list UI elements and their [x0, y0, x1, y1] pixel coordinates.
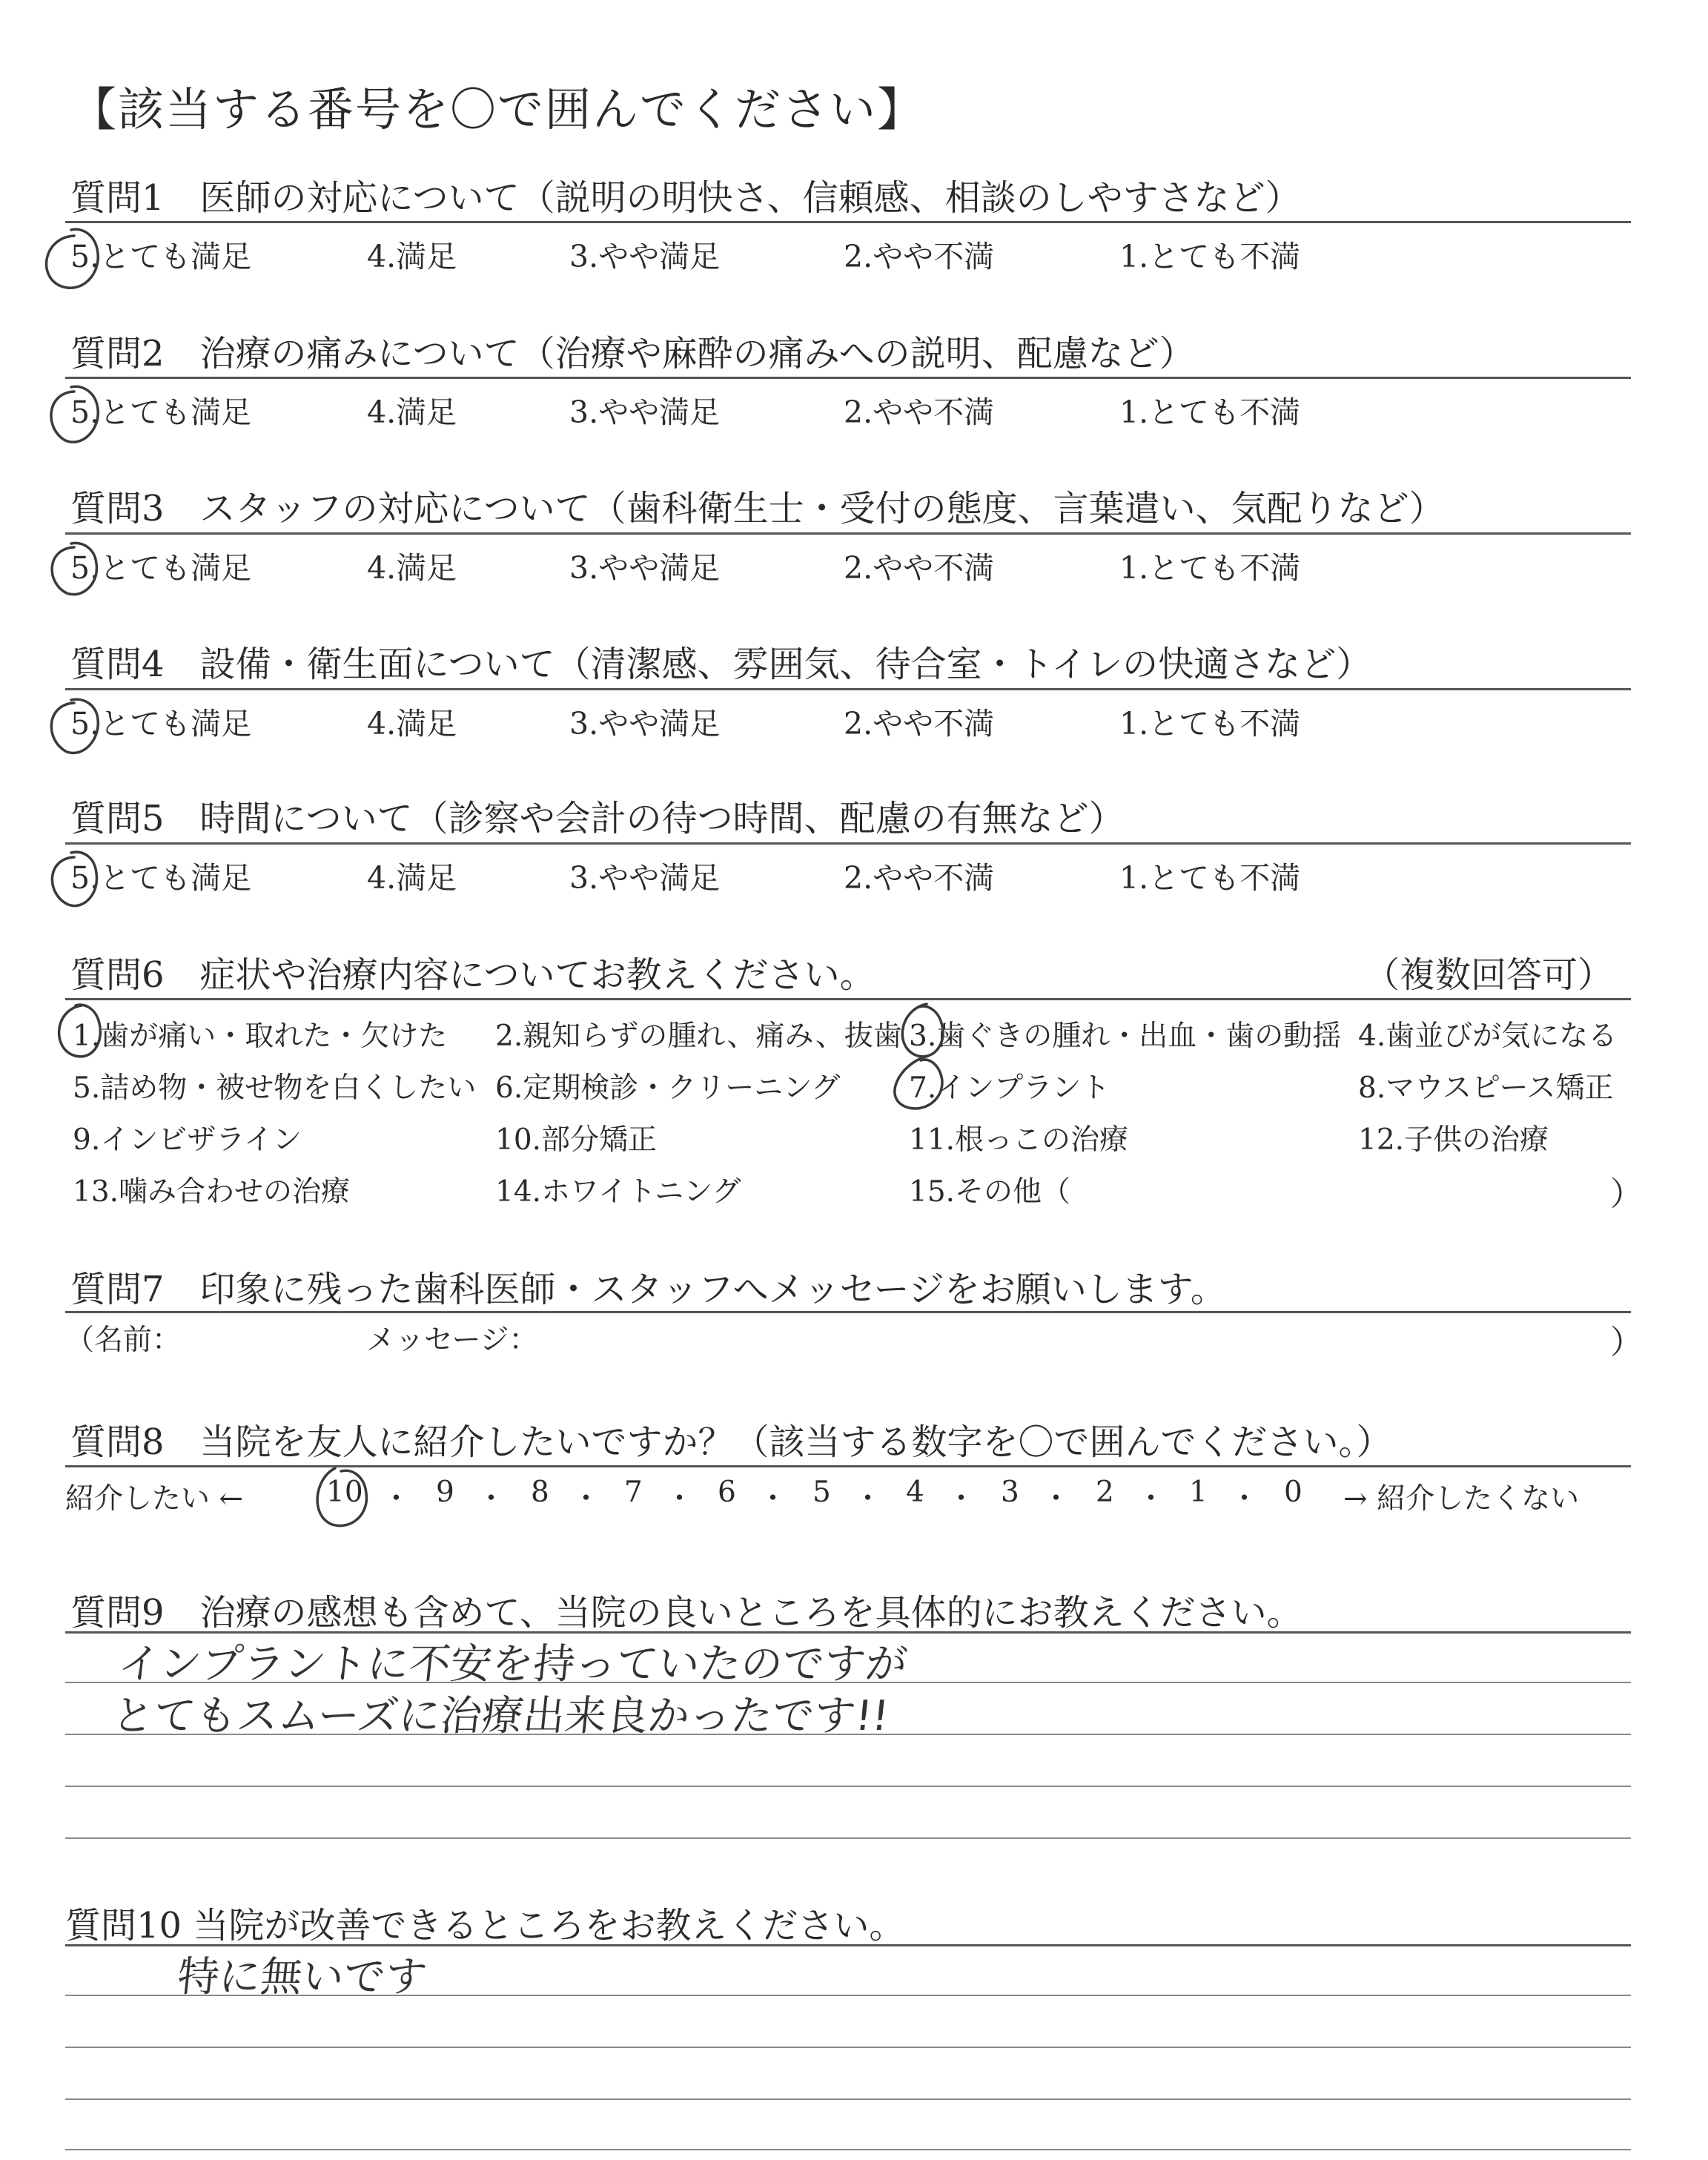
- q5-option-4[interactable]: 4.満足: [367, 860, 457, 896]
- q7-message-label: メッセージ：: [366, 1324, 538, 1357]
- q6-item-5[interactable]: 5.詰め物・被せ物を白くしたい: [73, 1071, 477, 1105]
- q8-sep: ・: [1136, 1482, 1166, 1516]
- q6-item-12[interactable]: 12.子供の治療: [1358, 1123, 1549, 1157]
- q4-title: 質問4 設備・衛生面について（清潔感、雰囲気、待合室・トイレの快適さなど）: [70, 644, 1372, 685]
- q1-rule: [65, 221, 1631, 223]
- q5-option-5[interactable]: 5.とても満足: [70, 860, 252, 896]
- q6-item-13[interactable]: 13.噛み合わせの治療: [73, 1175, 351, 1209]
- q8-sep: ・: [1230, 1482, 1260, 1516]
- q6-item-1[interactable]: 1.歯が痛い・取れた・欠けた: [73, 1020, 448, 1053]
- q1-option-3[interactable]: 3.やや満足: [569, 239, 721, 274]
- q8-sep: ・: [853, 1482, 883, 1516]
- q8-sep: ・: [758, 1482, 788, 1516]
- q8-left-label: 紹介したい ←: [65, 1482, 244, 1516]
- q5-option-3[interactable]: 3.やや満足: [569, 860, 721, 896]
- q6-other-close-paren: ）: [1610, 1175, 1643, 1213]
- q8-scale-10[interactable]: 10: [326, 1476, 363, 1509]
- q8-sep: ・: [947, 1482, 976, 1516]
- q1-option-2[interactable]: 2.やや不満: [844, 239, 995, 274]
- q8-right-label: → 紹介したくない: [1343, 1482, 1580, 1516]
- q3-option-4[interactable]: 4.満足: [367, 550, 457, 586]
- q6-item-3[interactable]: 3.歯ぐきの腫れ・出血・歯の動揺: [909, 1020, 1342, 1053]
- q9-answer-line: [65, 1837, 1631, 1839]
- q6-item-8[interactable]: 8.マウスピース矯正: [1358, 1071, 1614, 1105]
- q6-item-7[interactable]: 7.インプラント: [909, 1071, 1110, 1105]
- q4-option-4[interactable]: 4.満足: [367, 706, 457, 742]
- q8-sep: ・: [665, 1482, 695, 1516]
- q9-handwritten-answer-line-1: インプラントに不安を持っていたのですが: [116, 1640, 910, 1688]
- q5-title: 質問5 時間について（診察や会計の待つ時間、配慮の有無など）: [70, 798, 1125, 839]
- q7-close-paren: ）: [1610, 1324, 1643, 1361]
- q7-title: 質問7 印象に残った歯科医師・スタッフへメッセージをお願いします。: [70, 1269, 1226, 1310]
- q6-item-4[interactable]: 4.歯並びが気になる: [1358, 1020, 1618, 1053]
- q10-answer-line: [65, 2149, 1631, 2150]
- q8-scale-8[interactable]: 8: [531, 1476, 549, 1509]
- q8-title: 質問8 当院を友人に紹介したいですか？（該当する数字を〇で囲んでください。）: [70, 1421, 1392, 1463]
- q4-option-3[interactable]: 3.やや満足: [569, 706, 721, 742]
- q1-title: 質問1 医師の対応について（説明の明快さ、信頼感、相談のしやすさなど）: [70, 177, 1301, 219]
- q4-option-2[interactable]: 2.やや不満: [844, 706, 995, 742]
- q6-item-6[interactable]: 6.定期検診・クリーニング: [495, 1071, 841, 1105]
- q5-option-1[interactable]: 1.とても不満: [1119, 860, 1301, 896]
- q8-scale-7[interactable]: 7: [624, 1476, 643, 1509]
- q2-rule: [65, 377, 1631, 379]
- q2-option-5[interactable]: 5.とても満足: [70, 394, 252, 430]
- q6-rule: [65, 998, 1631, 1000]
- q8-sep: ・: [382, 1482, 411, 1516]
- q6-item-15[interactable]: 15.その他（: [909, 1175, 1071, 1209]
- q2-option-2[interactable]: 2.やや不満: [844, 394, 995, 430]
- q4-rule: [65, 688, 1631, 690]
- q2-option-3[interactable]: 3.やや満足: [569, 394, 721, 430]
- q3-option-1[interactable]: 1.とても不満: [1119, 550, 1301, 586]
- q10-handwritten-answer: 特に無いです: [175, 1953, 429, 2001]
- q6-item-2[interactable]: 2.親知らずの腫れ、痛み、抜歯: [495, 1020, 902, 1053]
- q4-option-5[interactable]: 5.とても満足: [70, 706, 252, 742]
- q3-option-5[interactable]: 5.とても満足: [70, 550, 252, 586]
- q3-rule: [65, 532, 1631, 535]
- q1-option-5[interactable]: 5.とても満足: [70, 239, 252, 274]
- q9-answer-line: [65, 1786, 1631, 1787]
- q6-item-10[interactable]: 10.部分矯正: [495, 1123, 658, 1157]
- q9-title: 質問9 治療の感想も含めて、当院の良いところを具体的にお教えください。: [70, 1592, 1302, 1634]
- q7-rule: [65, 1311, 1631, 1313]
- q10-answer-line: [65, 2047, 1631, 2048]
- q8-scale-1[interactable]: 1: [1189, 1476, 1208, 1509]
- q2-option-1[interactable]: 1.とても不満: [1119, 394, 1301, 430]
- q6-item-9[interactable]: 9.インビザライン: [73, 1123, 302, 1157]
- q6-title: 質問6 症状や治療内容についてお教えください。: [70, 954, 875, 996]
- q8-sep: ・: [572, 1482, 601, 1516]
- q3-option-2[interactable]: 2.やや不満: [844, 550, 995, 586]
- q7-name-label: （名前：: [65, 1324, 182, 1357]
- q10-title: 質問10 当院が改善できるところをお教えください。: [65, 1905, 905, 1946]
- q2-option-4[interactable]: 4.満足: [367, 394, 457, 430]
- q2-title: 質問2 治療の痛みについて（治療や麻酔の痛みへの説明、配慮など）: [70, 333, 1195, 374]
- q5-rule: [65, 842, 1631, 845]
- q1-option-1[interactable]: 1.とても不満: [1119, 239, 1301, 274]
- q5-option-2[interactable]: 2.やや不満: [844, 860, 995, 896]
- q8-scale-2[interactable]: 2: [1096, 1476, 1114, 1509]
- q8-scale-5[interactable]: 5: [812, 1476, 831, 1509]
- q8-scale-6[interactable]: 6: [718, 1476, 736, 1509]
- q1-option-4[interactable]: 4.満足: [367, 239, 457, 274]
- q8-scale-3[interactable]: 3: [1001, 1476, 1019, 1509]
- q8-scale-9[interactable]: 9: [436, 1476, 454, 1509]
- q3-title: 質問3 スタッフの対応について（歯科衛生士・受付の態度、言葉遣い、気配りなど）: [70, 488, 1445, 529]
- q9-handwritten-answer-line-2: とてもスムーズに治療出来良かったです!!: [110, 1692, 892, 1740]
- q6-item-11[interactable]: 11.根っこの治療: [909, 1123, 1129, 1157]
- q10-answer-line: [65, 2098, 1631, 2100]
- q8-scale-0[interactable]: 0: [1284, 1476, 1302, 1509]
- q6-item-14[interactable]: 14.ホワイトニング: [495, 1175, 741, 1209]
- q8-sep: ・: [477, 1482, 506, 1516]
- q8-scale-4[interactable]: 4: [906, 1476, 924, 1509]
- q3-option-3[interactable]: 3.やや満足: [569, 550, 721, 586]
- q8-sep: ・: [1042, 1482, 1071, 1516]
- q6-multi-answer-note: （複数回答可）: [1364, 954, 1614, 996]
- q4-option-1[interactable]: 1.とても不満: [1119, 706, 1301, 742]
- form-heading: 【該当する番号を〇で囲んでください】: [70, 82, 925, 136]
- q8-rule: [65, 1465, 1631, 1467]
